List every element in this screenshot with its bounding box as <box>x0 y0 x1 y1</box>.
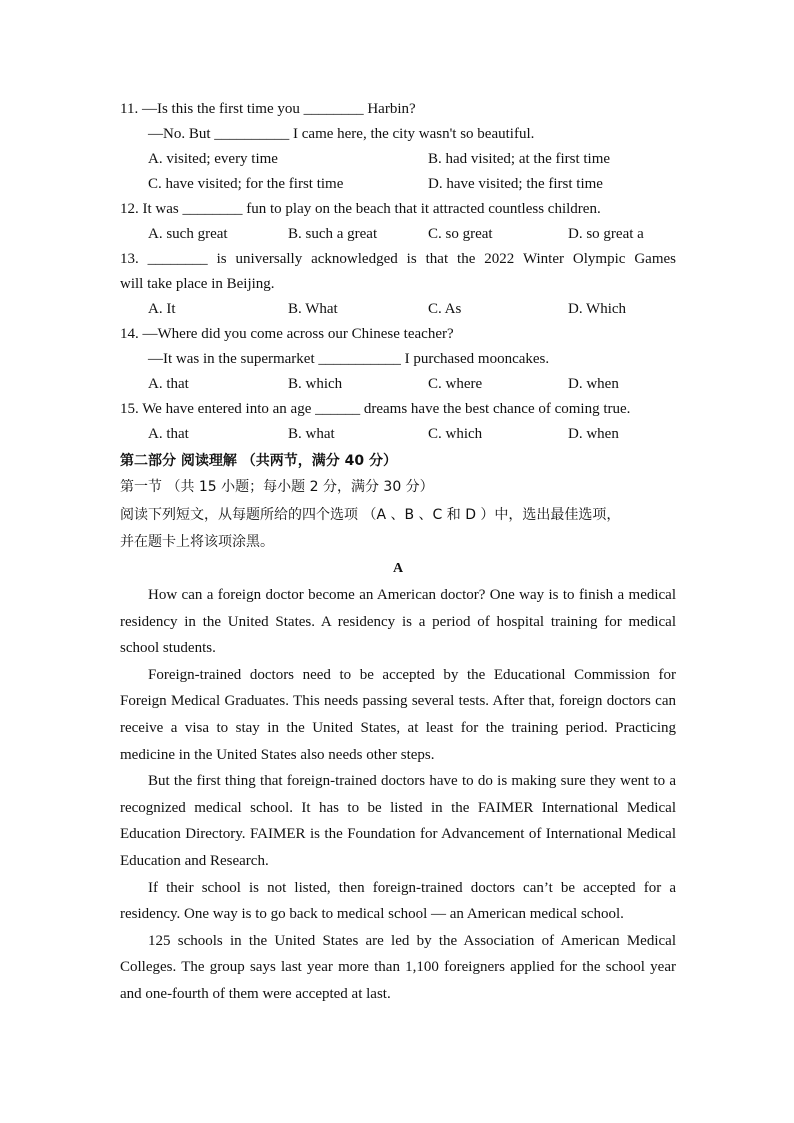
question-12-stem: 12. It was ________ fun to play on the beach that it attracted countless children. <box>120 201 601 217</box>
question-14-option-b: B. which <box>288 376 343 392</box>
question-14-option-c: C. where <box>428 376 483 392</box>
passage-paragraph: How can a foreign doctor become an American doctor? One way is to finish a medical residency in the United States. A residency is a period of hospital training for medical school students. <box>120 587 676 657</box>
question-13-option-d: D. Which <box>568 301 627 317</box>
passage-paragraph: But the first thing that foreign-trained doctors have to do is making sure they went to a recognized medical school. It has to be listed in the FAIMER International Medical Education Directory. FAIMER is the Foundation for Advancement of International Medical Education and Research. <box>120 773 676 869</box>
question-15-option-c: C. which <box>428 426 483 442</box>
question-12-option-b: B. such a great <box>288 226 378 242</box>
question-12-option-d: D. so great a <box>568 226 644 242</box>
question-14-option-a: A. that <box>148 376 189 392</box>
question-15-option-a: A. that <box>148 426 189 442</box>
question-13-option-a: A. It <box>148 301 176 317</box>
question-14-response: —It was in the supermarket ___________ I purchased mooncakes. <box>148 351 550 367</box>
question-11-option-d: D. have visited; the first time <box>428 176 603 192</box>
question-15-option-b: B. what <box>288 426 335 442</box>
question-15-stem: 15. We have entered into an age ______ dreams have the best chance of coming true. <box>120 401 631 417</box>
passage-paragraph: 125 schools in the United States are led by the Association of American Medical Colleges. The group says last year more than 1,100 foreigners applied for the school year and one-fourth of them were accepted at last. <box>120 932 676 1002</box>
question-13-stem: 13. ________ is universally acknowledged is that the 2022 Winter Olympic Games <box>120 251 676 267</box>
question-14-stem: 14. —Where did you come across our Chinese teacher? <box>120 326 454 342</box>
passage-paragraph: Foreign-trained doctors need to be accepted by the Educational Commission for Foreign Medical Graduates. This needs passing several tests. After that, foreign doctors can receive a visa to stay in the United States, at least for the training period. Practicing medicine in the United States also needs other steps. <box>120 666 676 763</box>
question-15-option-d: D. when <box>568 426 619 442</box>
section-subtitle: 第一节 （共 15 小题；每小题 2 分，满分 30 分） <box>120 479 434 495</box>
section-instruction-line1: 阅读下列短文，从每题所给的四个选项 （A 、B 、C 和 D ）中，选出最佳选项， <box>120 507 621 523</box>
question-11-option-a: A. visited; every time <box>148 151 278 167</box>
question-14-option-d: D. when <box>568 376 619 392</box>
question-11-option-c: C. have visited; for the first time <box>148 176 344 192</box>
passage-paragraph: If their school is not listed, then foreign-trained doctors can’t be accepted for a residency. One way is to go back to medical school — an American medical school. <box>120 879 676 923</box>
section-title: 第二部分 阅读理解 （共两节，满分 40 分） <box>120 453 397 469</box>
section-instruction-line2: 并在题卡上将该项涂黑。 <box>120 534 274 550</box>
question-12-option-a: A. such great <box>148 226 228 242</box>
passage-body <box>120 582 676 1008</box>
question-12-option-c: C. so great <box>428 226 493 242</box>
question-13-option-c: C. As <box>428 301 462 317</box>
question-11-response: —No. But __________ I came here, the city wasn't so beautiful. <box>148 126 535 142</box>
question-11-stem: 11. —Is this the first time you ________ Harbin? <box>120 101 416 117</box>
passage-label: A <box>392 561 404 576</box>
question-11-option-b: B. had visited; at the first time <box>428 151 611 167</box>
question-13-stem-cont: will take place in Beijing. <box>120 276 275 292</box>
question-13-option-b: B. What <box>288 301 338 317</box>
